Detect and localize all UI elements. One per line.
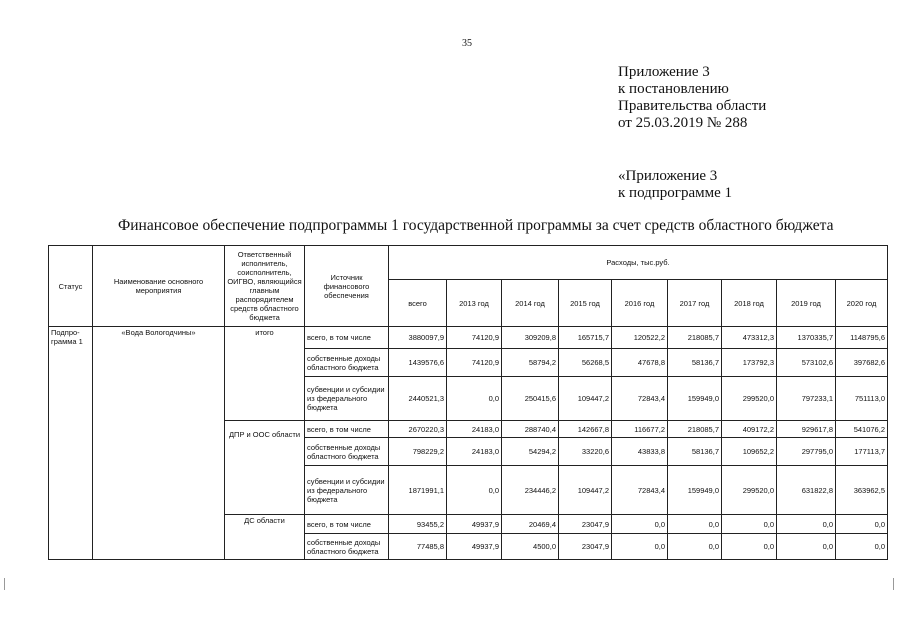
event-cell: «Вода Вологодчины» <box>93 327 225 560</box>
header-year: 2019 год <box>777 280 836 327</box>
header-year: 2017 год <box>668 280 722 327</box>
appendix-line: к постановлению <box>618 81 729 97</box>
value-cell: 1439576,6 <box>389 349 447 377</box>
value-cell: 177113,7 <box>836 438 888 466</box>
value-cell: 54294,2 <box>502 438 559 466</box>
value-cell: 0,0 <box>722 515 777 534</box>
status-cell: Подпро- грамма 1 <box>49 327 93 560</box>
value-cell: 573102,6 <box>777 349 836 377</box>
appendix-line: к подпрограмме 1 <box>618 185 732 201</box>
document-title: Финансовое обеспечение подпрограммы 1 государственной программы за счет средств областного бюджета <box>118 217 834 234</box>
financing-table <box>48 245 888 560</box>
value-cell: 541076,2 <box>836 421 888 438</box>
value-cell: 23047,9 <box>559 534 612 560</box>
value-cell: 798229,2 <box>389 438 447 466</box>
appendix-line: Приложение 3 <box>618 64 710 80</box>
value-cell: 218085,7 <box>668 327 722 349</box>
responsible-cell: ДС области <box>225 515 305 560</box>
responsible-cell: итого <box>225 327 305 421</box>
value-cell: 751113,0 <box>836 377 888 421</box>
value-cell: 109652,2 <box>722 438 777 466</box>
value-cell: 74120,9 <box>447 349 502 377</box>
value-cell: 159949,0 <box>668 377 722 421</box>
value-cell: 165715,7 <box>559 327 612 349</box>
header-responsible: Ответственный исполнитель, соисполнитель, ОИГВО, являющийся главным распорядителем средств областного бюджета <box>225 246 305 327</box>
value-cell: 72843,4 <box>612 466 668 515</box>
source-cell: субвенции и субсидии из федерального бюджета <box>305 466 389 515</box>
appendix-line: от 25.03.2019 № 288 <box>618 115 748 131</box>
header-year: 2020 год <box>836 280 888 327</box>
header-year: 2013 год <box>447 280 502 327</box>
value-cell: 24183,0 <box>447 438 502 466</box>
value-cell: 0,0 <box>612 515 668 534</box>
value-cell: 173792,3 <box>722 349 777 377</box>
value-cell: 0,0 <box>447 377 502 421</box>
value-cell: 363962,5 <box>836 466 888 515</box>
value-cell: 797233,1 <box>777 377 836 421</box>
header-year: 2014 год <box>502 280 559 327</box>
value-cell: 49937,9 <box>447 515 502 534</box>
value-cell: 234446,2 <box>502 466 559 515</box>
value-cell: 72843,4 <box>612 377 668 421</box>
source-cell: собственные доходы областного бюджета <box>305 349 389 377</box>
source-cell: всего, в том числе <box>305 515 389 534</box>
value-cell: 93455,2 <box>389 515 447 534</box>
value-cell: 58136,7 <box>668 438 722 466</box>
value-cell: 49937,9 <box>447 534 502 560</box>
value-cell: 20469,4 <box>502 515 559 534</box>
value-cell: 2670220,3 <box>389 421 447 438</box>
page-number: 35 <box>462 38 472 49</box>
appendix-line: «Приложение 3 <box>618 168 718 184</box>
value-cell: 299520,0 <box>722 466 777 515</box>
value-cell: 33220,6 <box>559 438 612 466</box>
value-cell: 0,0 <box>836 534 888 560</box>
responsible-cell: ДПР и ООС области <box>225 421 305 515</box>
value-cell: 43833,8 <box>612 438 668 466</box>
value-cell: 56268,5 <box>559 349 612 377</box>
header-event: Наименование основного мероприятия <box>93 246 225 327</box>
source-cell: субвенции и субсидии из федерального бюджета <box>305 377 389 421</box>
value-cell: 0,0 <box>668 534 722 560</box>
header-status: Статус <box>49 246 93 327</box>
value-cell: 74120,9 <box>447 327 502 349</box>
value-cell: 288740,4 <box>502 421 559 438</box>
value-cell: 58794,2 <box>502 349 559 377</box>
table-row <box>49 327 888 349</box>
value-cell: 0,0 <box>836 515 888 534</box>
value-cell: 159949,0 <box>668 466 722 515</box>
value-cell: 299520,0 <box>722 377 777 421</box>
value-cell: 409172,2 <box>722 421 777 438</box>
value-cell: 47678,8 <box>612 349 668 377</box>
appendix-subheader <box>618 168 732 202</box>
value-cell: 77485,8 <box>389 534 447 560</box>
value-cell: 929617,8 <box>777 421 836 438</box>
value-cell: 250415,6 <box>502 377 559 421</box>
value-cell: 0,0 <box>777 515 836 534</box>
value-cell: 58136,7 <box>668 349 722 377</box>
value-cell: 116677,2 <box>612 421 668 438</box>
value-cell: 218085,7 <box>668 421 722 438</box>
source-cell: собственные доходы областного бюджета <box>305 534 389 560</box>
value-cell: 1871991,1 <box>389 466 447 515</box>
header-expenses: Расходы, тыс.руб. <box>389 246 888 280</box>
value-cell: 473312,3 <box>722 327 777 349</box>
header-year: 2015 год <box>559 280 612 327</box>
value-cell: 397682,6 <box>836 349 888 377</box>
value-cell: 142667,8 <box>559 421 612 438</box>
value-cell: 2440521,3 <box>389 377 447 421</box>
value-cell: 109447,2 <box>559 466 612 515</box>
header-year: всего <box>389 280 447 327</box>
value-cell: 631822,8 <box>777 466 836 515</box>
source-cell: всего, в том числе <box>305 327 389 349</box>
value-cell: 0,0 <box>777 534 836 560</box>
appendix-header <box>618 64 766 132</box>
source-cell: всего, в том числе <box>305 421 389 438</box>
value-cell: 1370335,7 <box>777 327 836 349</box>
value-cell: 3880097,9 <box>389 327 447 349</box>
value-cell: 120522,2 <box>612 327 668 349</box>
header-source: Источник финансового обеспечения <box>305 246 389 327</box>
value-cell: 0,0 <box>722 534 777 560</box>
value-cell: 4500,0 <box>502 534 559 560</box>
appendix-line: Правительства области <box>618 98 767 114</box>
header-year: 2018 год <box>722 280 777 327</box>
value-cell: 109447,2 <box>559 377 612 421</box>
value-cell: 23047,9 <box>559 515 612 534</box>
header-year: 2016 год <box>612 280 668 327</box>
value-cell: 0,0 <box>612 534 668 560</box>
value-cell: 0,0 <box>668 515 722 534</box>
source-cell: собственные доходы областного бюджета <box>305 438 389 466</box>
scan-edge-mark <box>893 578 894 590</box>
scan-edge-mark <box>4 578 5 590</box>
value-cell: 309209,8 <box>502 327 559 349</box>
value-cell: 297795,0 <box>777 438 836 466</box>
value-cell: 1148795,6 <box>836 327 888 349</box>
value-cell: 0,0 <box>447 466 502 515</box>
value-cell: 24183,0 <box>447 421 502 438</box>
